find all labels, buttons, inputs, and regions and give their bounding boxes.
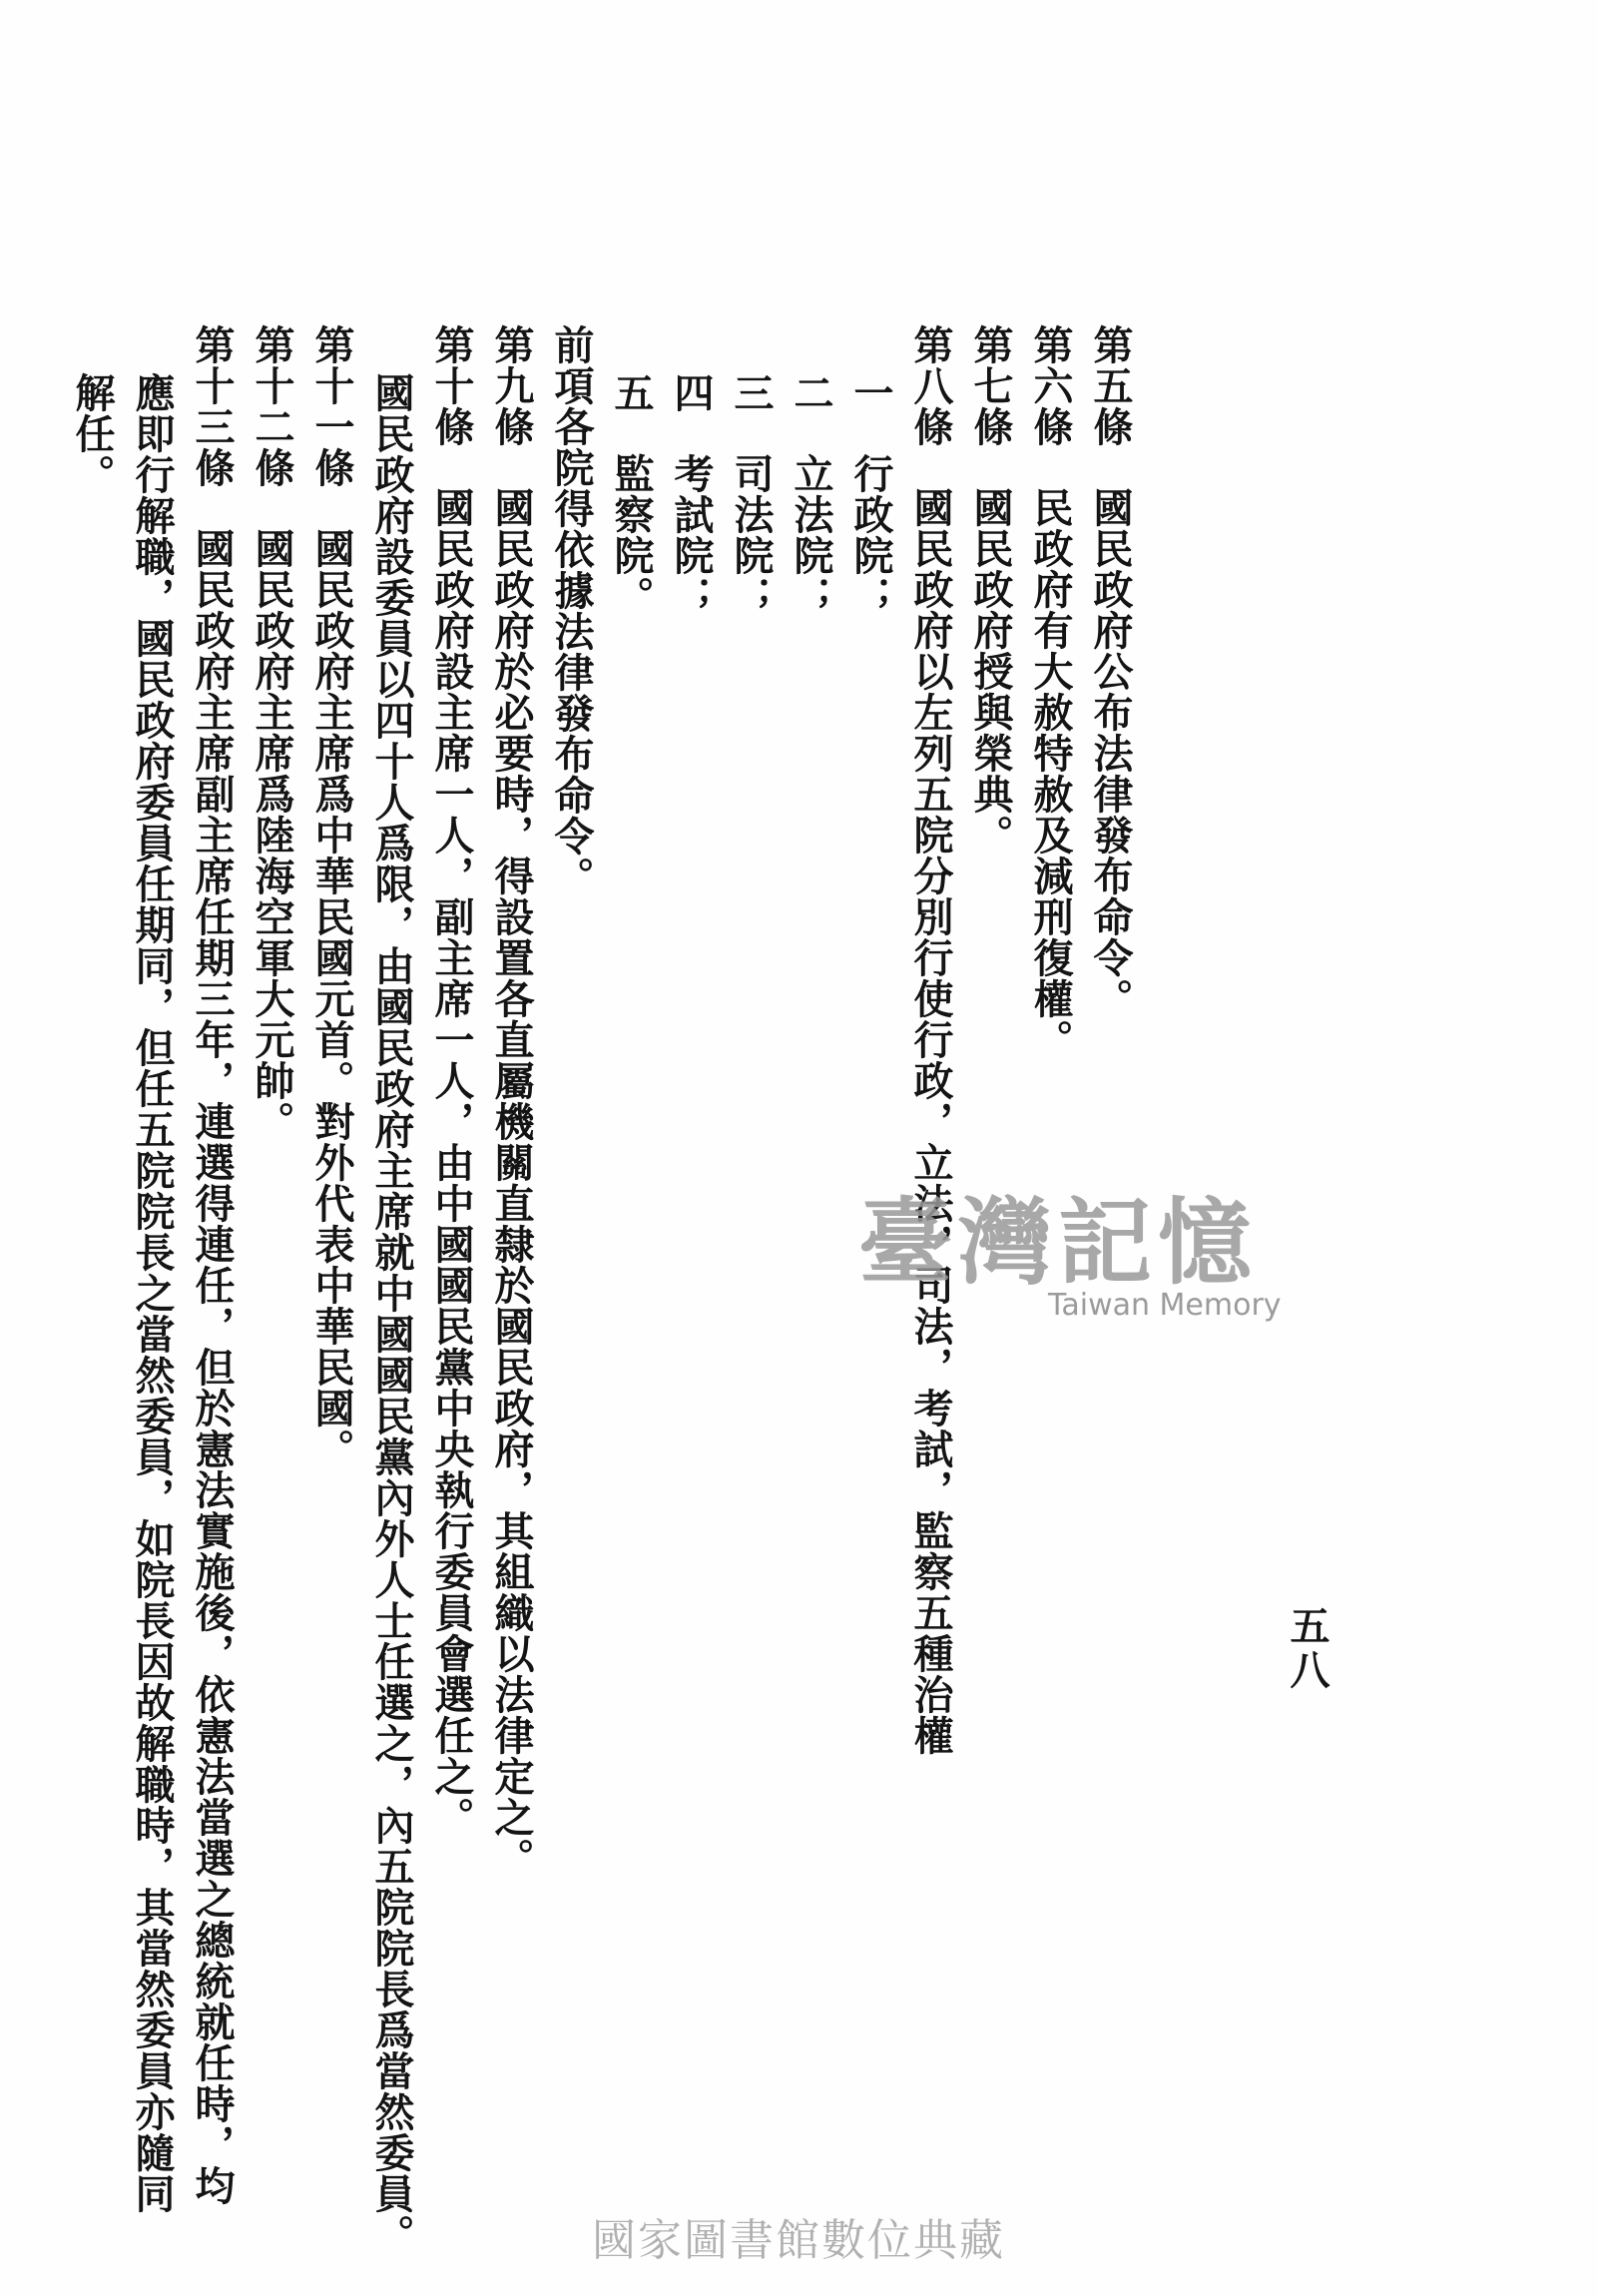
article-number: 一 bbox=[847, 372, 894, 413]
article-number: 第十二條 bbox=[249, 324, 295, 488]
article-text: 國民政府主席爲中華民國元首。對外代表中華民國。 bbox=[308, 528, 355, 1469]
text-column bbox=[361, 324, 421, 2255]
text-column bbox=[421, 324, 481, 2091]
article-text: 前項各院得依據法律發布命令。 bbox=[548, 324, 595, 897]
text-column bbox=[242, 324, 301, 2091]
article-number: 三 bbox=[728, 372, 775, 413]
article-text: 國民政府主席副主席任期三年，連選得連任，但於憲法實施後，依憲法當選之總統就任時，均 bbox=[189, 528, 236, 2206]
text-column bbox=[541, 324, 601, 2091]
article-number: 第十條 bbox=[428, 324, 475, 447]
article-text: 國民政府設委員以四十人爲限，由國民政府主席就中國國民黨內外人士任選之，內五院院長爲當然委員。 bbox=[368, 372, 415, 2255]
article-text: 解任。 bbox=[69, 372, 116, 495]
text-column bbox=[481, 324, 541, 2091]
text-column bbox=[182, 324, 242, 2206]
article-text: 國民政府設主席一人，副主席一人，由中國國民黨中央執行委員會選任之。 bbox=[428, 487, 475, 1838]
article-text: 行政院； bbox=[847, 453, 894, 617]
article-text: 民政府有大赦特赦及減刑復權。 bbox=[1027, 487, 1074, 1060]
article-text: 應即行解職，國民政府委員任期同，但任五院院長之當然委員，如院長因故解職時，其當然委員亦隨同 bbox=[129, 372, 176, 2214]
watermark-english: Taiwan Memory bbox=[1048, 1288, 1282, 1323]
text-column bbox=[122, 324, 182, 2214]
text-column bbox=[301, 324, 361, 2091]
watermark-chinese: 臺灣記憶 bbox=[857, 1188, 1258, 1298]
article-number: 第六條 bbox=[1027, 324, 1074, 447]
article-number: 第七條 bbox=[967, 324, 1014, 447]
article-number: 第八條 bbox=[907, 324, 954, 447]
article-text: 國民政府公布法律發布命令。 bbox=[1087, 487, 1134, 1019]
article-number: 第五條 bbox=[1087, 324, 1134, 447]
text-column bbox=[601, 324, 661, 2091]
article-number: 第十三條 bbox=[189, 324, 236, 488]
article-number: 五 bbox=[608, 372, 655, 413]
article-text: 監察院。 bbox=[608, 453, 655, 617]
article-text: 考試院； bbox=[668, 453, 715, 617]
page-number: 五八 bbox=[1284, 1605, 1331, 1693]
taiwan-memory-watermark bbox=[798, 1188, 1318, 1333]
article-number: 二 bbox=[788, 372, 834, 413]
article-number: 四 bbox=[668, 372, 715, 413]
article-text: 立法院； bbox=[788, 453, 834, 617]
text-column bbox=[721, 324, 781, 2091]
footer-caption: 國家圖書館數位典藏 bbox=[592, 2215, 1005, 2266]
article-text: 國民政府於必要時，得設置各直屬機關直隸於國民政府，其組織以法律定之。 bbox=[488, 487, 535, 1879]
text-column bbox=[661, 324, 721, 2091]
article-number: 第十一條 bbox=[308, 324, 355, 488]
article-text: 國民政府授與榮典。 bbox=[967, 487, 1014, 856]
article-number: 第九條 bbox=[488, 324, 535, 447]
article-text: 司法院； bbox=[728, 453, 775, 617]
text-column bbox=[62, 324, 122, 2091]
article-text: 國民政府以左列五院分別行使行政，立法，司法，考試，監察五種治權 bbox=[907, 487, 954, 1756]
article-text: 國民政府主席爲陸海空軍大元帥。 bbox=[249, 528, 295, 1142]
